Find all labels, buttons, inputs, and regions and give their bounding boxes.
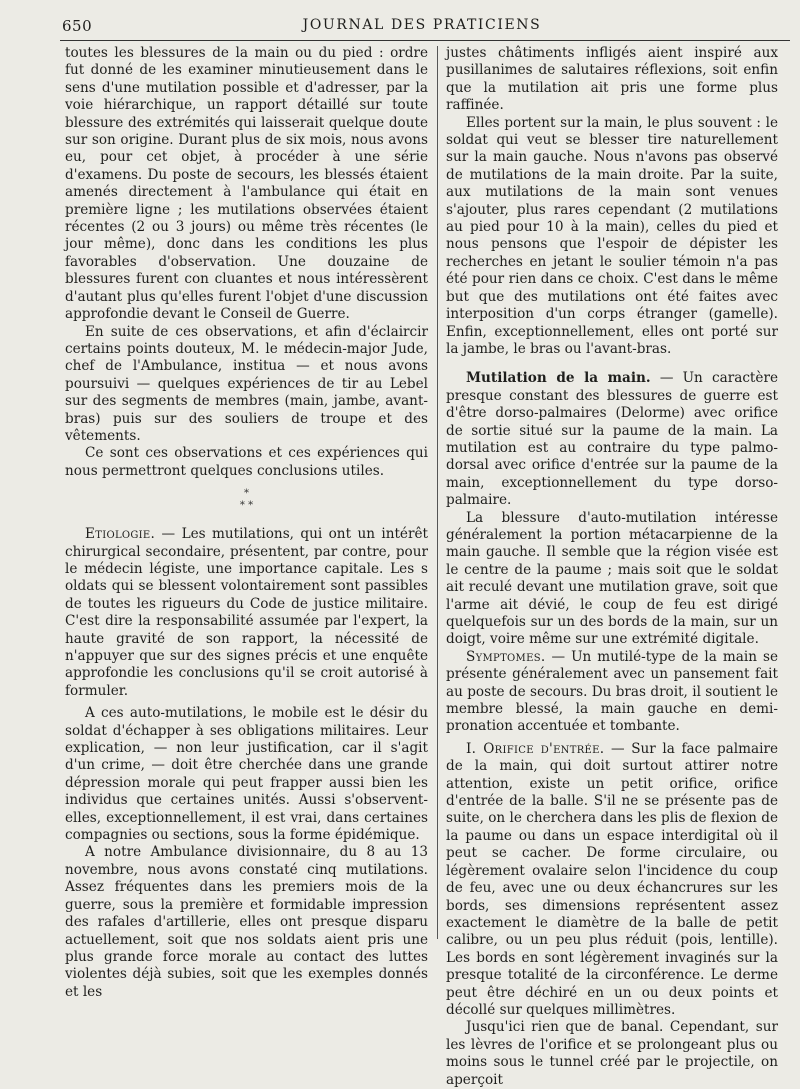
paragraph: La blessure d'auto-mutilation intéresse généralement la portion métacarpienne de la main gauche. Il semble que la région visée est le centre de la paume ; mais soit que le soldat ait reculé devant une mutilation grave, soit que l'arme ait dévié, le coup de feu est dirigé quelquefois sur un des bords de la main, sur un doigt, voire même sur une extrémité digitale. bbox=[446, 509, 778, 648]
paragraph: En suite de ces observations, et afin d'éclaircir certains points douteux, M. le médecin-major Jude, chef de l'Ambulance, institua — et nous avons poursuivi — quelques expériences de tir au Lebel sur des segments de membres (main, jambe, avant-bras) puis sur des souliers de troupe et des vêtements. bbox=[65, 323, 428, 444]
paragraph: Elles portent sur la main, le plus souvent : le soldat qui veut se blesser tire naturellement sur la main gauche. Nous n'avons pas observé de mutilations de la main droite. Par la suite, aux mutilations de la main sont venues s'ajouter, plus rares cependant (2 mutilations au pied pour 10 à la main), celles du pied et nous pensons que l'espoir de dépister les recherches en jetant le soulier témoin n'a pas été pour rien dans ce choix. C'est dans le même but que des mutilations ont été faites avec interposition d'un corps étranger (gamelle). Enfin, exceptionnellement, elles ont porté sur la jambe, le bras ou l'avant-bras. bbox=[446, 114, 778, 357]
section-label-etiologie: Etiologie. bbox=[85, 526, 156, 543]
mutilation-paragraph bbox=[446, 370, 778, 509]
header-rule bbox=[60, 40, 790, 41]
symptomes-text: — Un mutilé-type de la main se présente généralement avec un pansement fait au poste de secours. Du bras droit, il soutient le membre blessé, la main gauche en demi-pronation accentuée et tombante. bbox=[446, 648, 778, 735]
mutilation-text: — Un caractère presque constant des blessures de guerre est d'être dorso-palmaires (Delorme) avec orifice de sortie situé sur la paume de la main. La mutilation est au contraire du type palmo-dorsal avec orifice d'entrée sur la paume de la main, exceptionnellement du type dorso-palmaire. bbox=[446, 370, 778, 509]
paragraph: toutes les blessures de la main ou du pied : ordre fut donné de les examiner minutieusement dans le sens d'une mutilation possible et d'adresser, par la voie hiérarchique, un rapport détaillé sur toute blessure des extrémités qui laisserait quelque doute sur son origine. Durant plus de six mois, nous avons eu, pour cet objet, à procéder à une série d'examens. Du poste de secours, les blessés étaient amenés directement à l'ambulance qui était en première ligne ; les mutilations observées étaient récentes (2 ou 3 jours) ou même très récentes (le jour même), donc dans les conditions les plus favorables d'observation. Une douzaine de blessures furent con cluantes et nous intéressèrent d'autant plus qu'elles furent l'objet d'une discussion approfondie devant le Conseil de Guerre. bbox=[65, 45, 428, 323]
paragraph: A ces auto-mutilations, le mobile est le désir du soldat d'échapper à ses obligations militaires. Leur explication, — non leur justification, car il s'agit d'un crime, — doit être cherchée dans une grande dépression morale qui peut frapper aussi bien les individus que certaines unités. Aussi s'observent-elles, exceptionnellement, il est vrai, dans certaines compagnies ou sections, sous la forme épidémique. bbox=[65, 705, 428, 844]
orifice-text: — Sur la face palmaire de la main, qui doit surtout attirer notre attention, existe un petit orifice, orifice d'entrée de la balle. S'il ne se présente pas de suite, on le cherchera dans les plis de flexion de la paume ou dans un espace interdigital où il peut se cacher. De forme circulaire, ou légèrement ovalaire selon l'incidence du coup de feu, avec une ou deux échancrures sur les bords, ses dimensions représentent assez exactement le diamètre de la balle de petit calibre, ou un peu plus réduit (pois, lentille). Les bords en sont légèrement invaginés sur la presque totalité de la circonférence. Le derme peut être déchiré en un ou deux points et décollé sur quelques millimètres. bbox=[446, 740, 778, 1018]
section-label-symptomes: Symptomes. bbox=[466, 648, 546, 665]
orifice-paragraph bbox=[446, 741, 778, 1020]
paragraph: A notre Ambulance divisionnaire, du 8 au 13 novembre, nous avons constaté cinq mutilations. Assez fréquentes dans les premiers mois de la guerre, sous la première et formidable impression des rafales d'artillerie, elles ont presque disparu actuellement, soit que nos soldats aient pris une plus grande force morale au contact des luttes violentes déjà subies, soit que les exemples donnés et les bbox=[65, 844, 428, 1000]
asterism-top: * bbox=[244, 488, 249, 500]
page-header bbox=[62, 17, 782, 37]
page-number: 650 bbox=[62, 17, 93, 35]
section-label-orifice: I. Orifice d'entrée. bbox=[466, 740, 605, 757]
symptomes-paragraph bbox=[446, 649, 778, 736]
journal-title: JOURNAL DES PRATICIENS bbox=[302, 17, 542, 33]
etiologie-paragraph bbox=[65, 526, 428, 700]
paragraph: Ce sont ces observations et ces expériences qui nous permettront quelques conclusions utiles. bbox=[65, 445, 428, 479]
column-divider bbox=[437, 46, 438, 939]
section-separator-asterism bbox=[65, 488, 428, 512]
asterism-bottom: * * bbox=[239, 500, 254, 512]
section-heading-mutilation: Mutilation de la main. bbox=[466, 370, 651, 387]
right-column bbox=[446, 45, 778, 1089]
left-column bbox=[65, 45, 428, 1001]
etiologie-text: — Les mutilations, qui ont un intérêt chirurgical secondaire, présentent, par contre, pour le médecin légiste, une importance capitale. Les s oldats qui se blessent volontairement sont passibles de toutes les rigueurs du Code de justice militaire. C'est dire la responsabilité assumée par l'expert, la haute gravité de son rapport, la nécessité de n'appuyer que sur des signes précis et une enquête approfondie les conclusions qu'il se croit autorisé à formuler. bbox=[65, 526, 428, 699]
paragraph: Jusqu'ici rien que de banal. Cependant, sur les lèvres de l'orifice et se prolongeant plus ou moins sous le tunnel créé par le projectile, on aperçoit bbox=[446, 1019, 778, 1088]
paragraph: justes châtiments infligés aient inspiré aux pusillanimes de salutaires réflexions, soit enfin que la mutilation ait pris une forme plus raffinée. bbox=[446, 45, 778, 114]
